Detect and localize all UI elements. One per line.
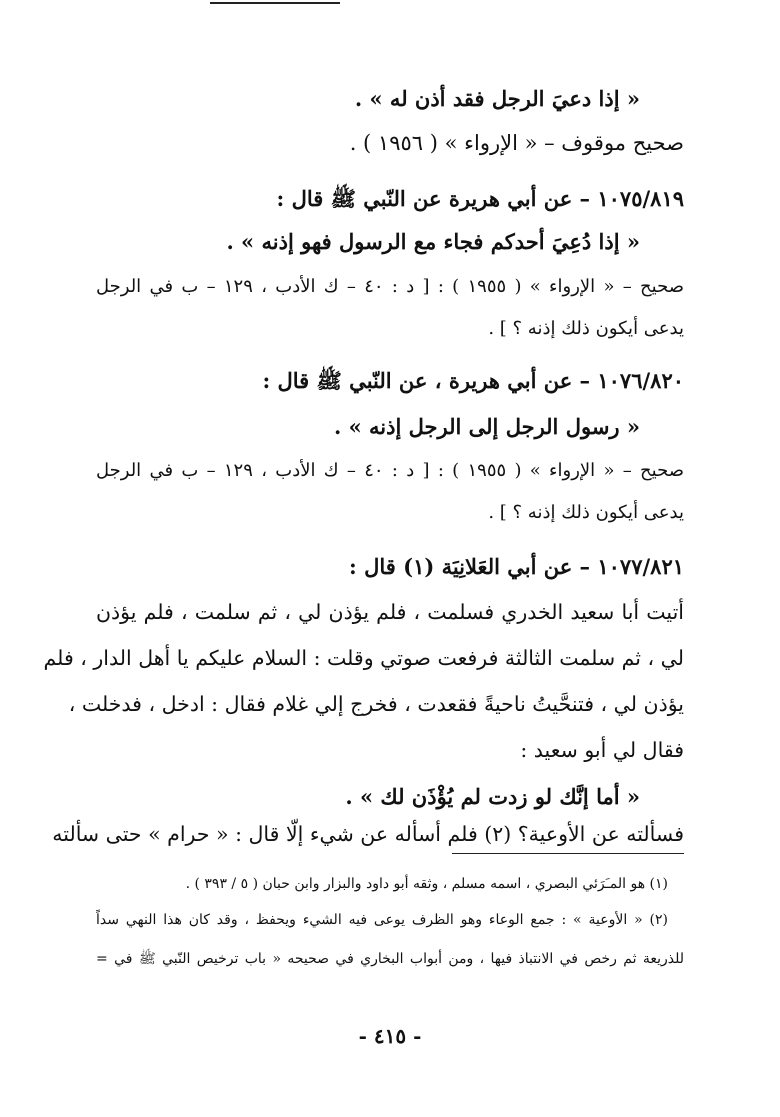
hadith-818-text: « إذا دعيَ الرجل فقد أذن له » .: [354, 86, 640, 111]
hadith-818-grading: صحيح موقوف – « الإرواء » ( ١٩٥٦ ) .: [349, 131, 684, 155]
footnote-1: (١) هو المـَرَئي البصري ، اسمه مسلم ، وثقه أبو داود والبزار وابن حبان ( ٥ / ٣٩٣ ) .: [185, 876, 668, 892]
footnote-2-line2: للذريعة ثم رخص في الانتباذ فيها ، ومن أبواب البخاري في صحيحه « باب ترخيص النّبي ﷺ في =: [96, 951, 684, 967]
hadith-821-header: ١٠٧٧/٨٢١ – عن أبي العَلانِيَة (١) قال :: [349, 554, 684, 579]
hadith-819-text: « إذا دُعِيَ أحدكم فجاء مع الرسول فهو إذنه » .: [226, 229, 640, 254]
top-rule: [210, 2, 340, 4]
hadith-821-line2: لي ، ثم سلمت الثالثة فرفعت صوتي وقلت : السلام عليكم يا أهل الدار ، فلم: [43, 646, 684, 670]
hadith-821-quote: « أما إنَّك لو زدت لم يُؤْذَن لك » .: [345, 784, 640, 809]
hadith-820-grading-line1: صحيح – « الإرواء » ( ١٩٥٥ ) : [ د : ٤٠ – ك الأدب ، ١٢٩ – ب في الرجل: [96, 460, 684, 481]
hadith-820-header: ١٠٧٦/٨٢٠ – عن أبي هريرة ، عن النّبي ﷺ قال :: [262, 368, 684, 393]
hadith-821-line4: فقال لي أبو سعيد :: [520, 738, 684, 762]
hadith-819-grading-line1: صحيح – « الإرواء » ( ١٩٥٥ ) : [ د : ٤٠ – ك الأدب ، ١٢٩ – ب في الرجل: [96, 276, 684, 297]
hadith-820-grading-line2: يدعى أيكون ذلك إذنه ؟ ] .: [488, 502, 684, 523]
hadith-821-line1: أتيت أبا سعيد الخدري فسلمت ، فلم يؤذن لي ، ثم سلمت ، فلم يؤذن: [96, 600, 684, 624]
hadith-819-grading-line2: يدعى أيكون ذلك إذنه ؟ ] .: [488, 318, 684, 339]
page-number: - ٤١٥ -: [358, 1024, 422, 1048]
footnote-2-line1: (٢) « الأوعية » : جمع الوعاء وهو الظرف يوعى فيه الشيء ويحفظ ، وقد كان هذا النهي سداً: [96, 912, 668, 928]
hadith-820-text: « رسول الرجل إلى الرجل إذنه » .: [333, 414, 640, 439]
hadith-821-line3: يؤذن لي ، فتنحَّيتُ ناحيةً فقعدت ، فخرج إلي غلام فقال : ادخل ، فدخلت ،: [68, 692, 684, 716]
hadith-819-header: ١٠٧٥/٨١٩ – عن أبي هريرة عن النّبي ﷺ قال :: [276, 186, 684, 211]
footnote-rule: [452, 853, 684, 854]
hadith-821-line5: فسألته عن الأوعية؟ (٢) فلم أسأله عن شيء إلّا قال : « حرام » حتى سألته: [52, 822, 684, 846]
